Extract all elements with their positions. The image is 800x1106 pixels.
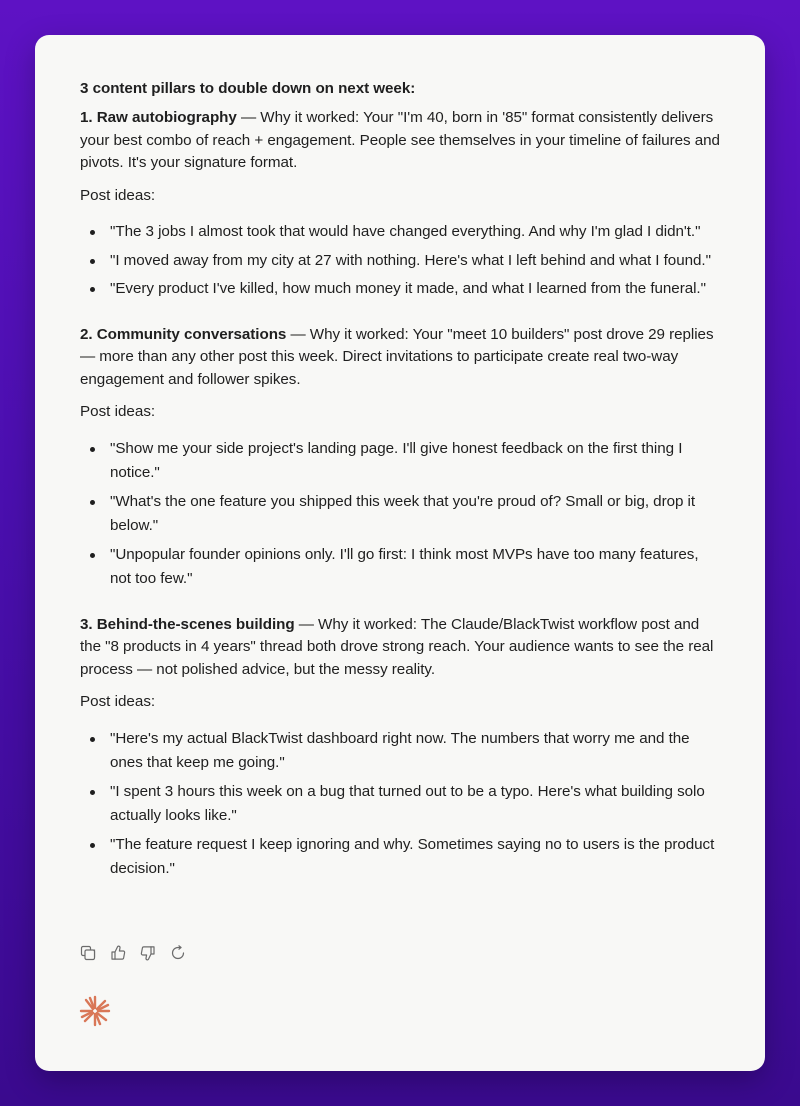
claude-logo-icon (79, 995, 111, 1027)
copy-button[interactable] (80, 945, 96, 961)
message-actions (80, 945, 186, 961)
list-item: "The 3 jobs I almost took that would have changed everything. And why I'm glad I didn't." (110, 220, 723, 245)
thumbs-down-icon (140, 945, 156, 961)
list-item: "The feature request I keep ignoring and why. Sometimes saying no to users is the product decision." (110, 833, 723, 882)
post-ideas-label: Post ideas: (80, 403, 156, 420)
thumbs-up-icon (110, 945, 126, 961)
post-ideas-label: Post ideas: (80, 693, 156, 710)
pillar-1-body: — Why it worked: Your "I'm 40, born in '85" format consistently delivers your best combo of reach + engagement. People see themselves in your timeline of failures and pivots. It's your signature format. (80, 109, 720, 171)
pillar-1-paragraph (80, 107, 723, 175)
pillar-2-title: 2. Community conversations (80, 325, 287, 343)
copy-icon (80, 945, 96, 961)
pillar-3-ideas-list (80, 727, 723, 882)
list-item: "Every product I've killed, how much money it made, and what I learned from the funeral." (110, 277, 723, 302)
pillar-3-title: 3. Behind-the-scenes building (80, 615, 295, 633)
list-item: "I moved away from my city at 27 with nothing. Here's what I left behind and what I found." (110, 249, 723, 274)
list-item: "I spent 3 hours this week on a bug that turned out to be a typo. Here's what building solo actually looks like." (110, 780, 723, 829)
chat-message-card (35, 35, 765, 1071)
pillar-3-body: — Why it worked: The Claude/BlackTwist workflow post and the "8 products in 4 years" thread both drove strong reach. Your audience wants to see the real process — not polished advice, but the messy reality. (80, 615, 714, 678)
pillar-2-paragraph (80, 324, 723, 392)
list-item: "Show me your side project's landing page. I'll give honest feedback on the first thing I notice." (110, 437, 723, 486)
list-item: "What's the one feature you shipped this week that you're proud of? Small or big, drop it below." (110, 490, 723, 539)
pillar-2-ideas-list (80, 437, 723, 592)
thumbs-up-button[interactable] (110, 945, 126, 961)
pillar-1-title: 1. Raw autobiography (80, 109, 237, 126)
post-ideas-label: Post ideas: (80, 186, 156, 204)
thumbs-down-button[interactable] (140, 945, 156, 961)
retry-icon (170, 945, 186, 961)
retry-button[interactable] (170, 945, 186, 961)
pillar-1-ideas-list (80, 220, 723, 302)
pillar-2-body: — Why it worked: Your "meet 10 builders" post drove 29 replies — more than any other post this week. Direct invitations to participate create real two-way engagement and follower spikes. (80, 325, 714, 388)
list-item: "Unpopular founder opinions only. I'll go first: I think most MVPs have too many features, not too few." (110, 543, 723, 592)
list-item: "Here's my actual BlackTwist dashboard right now. The numbers that worry me and the ones that keep me going." (110, 727, 723, 776)
message-heading: 3 content pillars to double down on next week: (80, 80, 416, 97)
pillar-3-paragraph (80, 614, 723, 682)
